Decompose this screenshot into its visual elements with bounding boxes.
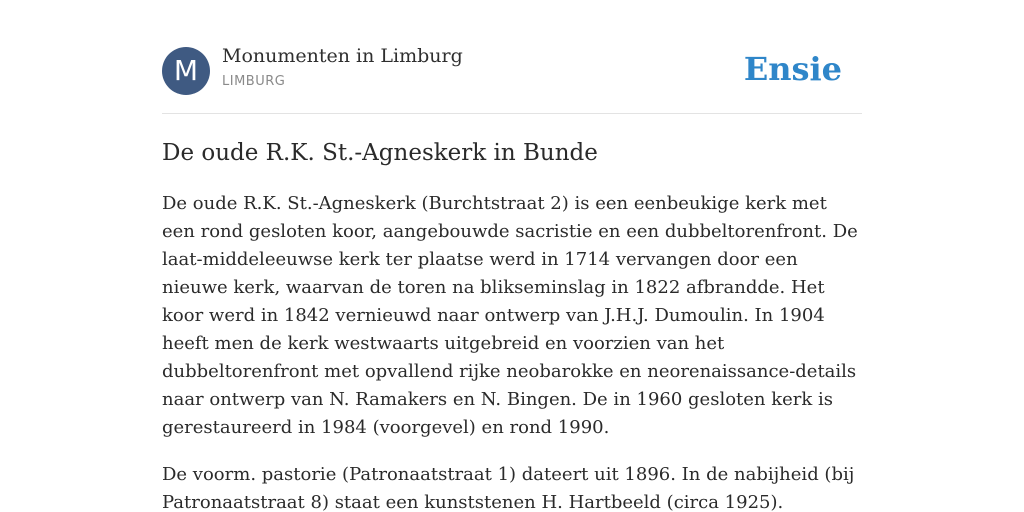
- header-divider: [162, 113, 862, 114]
- ensie-logo-link[interactable]: Ensie: [743, 50, 842, 88]
- source-name-link[interactable]: Monumenten in Limburg: [222, 45, 463, 67]
- source-region-label: LIMBURG: [222, 74, 286, 89]
- article-paragraph-2: De voorm. pastorie (Patronaatstraat 1) dateert uit 1896. In de nabijheid (bij Patronaatstraat 8) staat een kunststenen H. Hartbeeld (circa 1925).: [162, 464, 855, 512]
- article-paragraph-1: De oude R.K. St.-Agneskerk (Burchtstraat 2) is een eenbeukige kerk met een rond gesloten koor, aangebouwde sacristie en een dubbeltorenfront. De laat-middeleeuwse kerk ter plaatse werd in 1714 vervangen door een nieuwe kerk, waarvan de toren na blikseminslag in 1822 afbrandde. Het koor werd in 1842 vernieuwd naar ontwerp van J.H.J. Dumoulin. In 1904 heeft men de kerk westwaarts uitgebreid en voorzien van het dubbeltorenfront met opvallend rijke neobarokke en neorenaissance-details naar ontwerp van N. Ramakers en N. Bingen. De in 1960 gesloten kerk is gerestaureerd in 1984 (voorgevel) en rond 1990.: [162, 193, 858, 438]
- article-title: De oude R.K. St.-Agneskerk in Bunde: [162, 140, 598, 166]
- source-avatar[interactable]: M: [162, 47, 210, 95]
- article-body: [162, 190, 862, 512]
